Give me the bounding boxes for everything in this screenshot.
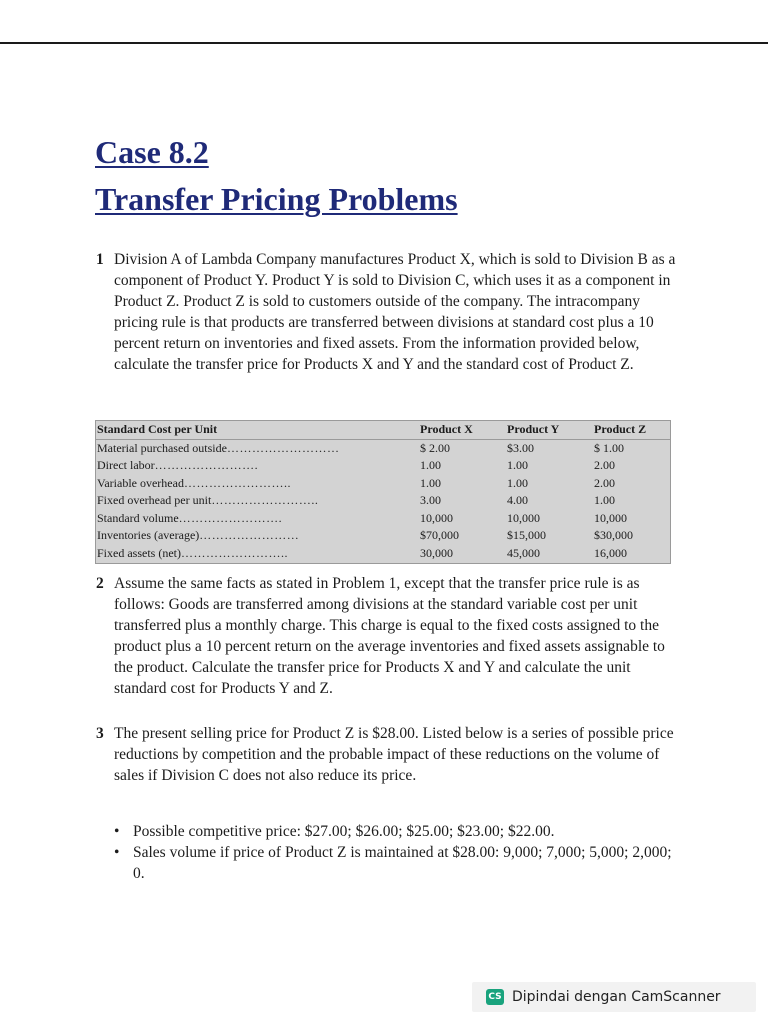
problem-3	[96, 723, 686, 786]
row-label: Variable overhead	[97, 475, 184, 490]
case-number-heading: Case 8.2	[95, 134, 209, 170]
list-item	[112, 821, 672, 842]
bullet-text: Sales volume if price of Product Z is maintained at $28.00: 9,000; 7,000; 5,000; 2,000; 0.	[133, 844, 672, 882]
product-z-value: 2.00	[594, 458, 615, 472]
row-label: Fixed overhead per unit	[97, 493, 212, 507]
product-x-value: $ 2.00	[420, 440, 450, 455]
product-y-value: $3.00	[507, 440, 534, 455]
dot-leader: ……………………..	[183, 475, 291, 490]
problem-number: 1	[96, 251, 104, 268]
dot-leader: ……………………	[199, 528, 300, 542]
product-y-value: 1.00	[507, 458, 528, 472]
case-title-heading: Transfer Pricing Problems	[95, 181, 458, 217]
row-label: Fixed assets (net)	[97, 545, 181, 560]
dot-leader: ………………………	[226, 440, 340, 455]
product-x-value: 1.00	[420, 458, 441, 472]
bullet-icon: •	[114, 844, 120, 861]
product-y-value: 10,000	[507, 510, 540, 525]
product-y-value: 1.00	[507, 475, 528, 490]
problem-text: The present selling price for Product Z is $28.00. Listed below is a series of possible price reductions by competition and the probable impact of these reductions on the volume of sales if Division C does not also reduce its price.	[114, 725, 674, 784]
product-z-value: 10,000	[594, 510, 627, 525]
product-z-value: $30,000	[594, 528, 633, 542]
product-y-value: 45,000	[507, 545, 540, 560]
table-row	[96, 439, 670, 457]
camscanner-logo-icon: CS	[486, 989, 504, 1005]
product-y-value: $15,000	[507, 528, 546, 542]
problem-2	[96, 573, 686, 699]
row-label: Direct labor	[97, 458, 155, 472]
top-rule	[0, 42, 768, 44]
product-x-value: 10,000	[420, 510, 453, 525]
product-x-value: 30,000	[420, 545, 453, 560]
problem-number: 2	[96, 575, 104, 592]
table-header-row	[96, 421, 670, 439]
row-label: Inventories (average)	[97, 528, 200, 542]
list-item	[112, 842, 672, 884]
product-y-value: 4.00	[507, 493, 528, 507]
watermark-label: Dipindai dengan CamScanner	[512, 989, 721, 1005]
column-header: Product Z	[594, 422, 647, 436]
table-row	[96, 545, 670, 563]
row-label: Standard volume	[97, 510, 179, 525]
table-row	[96, 457, 670, 475]
standard-cost-table	[95, 420, 671, 564]
dot-leader: …………………….	[154, 458, 259, 472]
product-z-value: 1.00	[594, 493, 615, 507]
product-x-value: $70,000	[420, 528, 459, 542]
problem-1	[96, 249, 686, 375]
problem-text: Assume the same facts as stated in Problem 1, except that the transfer price rule is as follows: Goods are transferred among divisions at the standard variable cost per unit transferred plus a monthly charge. This charge is equal to the fixed costs assigned to the product plus a 10 percent return on the average inventories and fixed assets assignable to the product. Calculate the transfer price for Products X and Y and calculate the unit standard cost for Products Y and Z.	[114, 575, 665, 697]
column-header: Product Y	[507, 422, 560, 436]
table-row	[96, 492, 670, 510]
price-reduction-list	[112, 821, 672, 884]
table-row	[96, 510, 670, 528]
dot-leader: ……………………..	[180, 545, 288, 560]
camscanner-watermark	[472, 982, 756, 1012]
problem-text: Division A of Lambda Company manufactures Product X, which is sold to Division B as a component of Product Y. Product Y is sold to Division C, which uses it as a component in Product Z. Product Z is sold to customers outside of the company. The intracompany pricing rule is that products are transferred between divisions at standard cost plus a 10 percent return on inventories and fixed assets. From the information provided below, calculate the transfer price for Products X and Y and the standard cost of Product Z.	[114, 251, 676, 373]
column-header: Standard Cost per Unit	[97, 422, 218, 436]
bullet-icon: •	[114, 823, 120, 840]
product-z-value: $ 1.00	[594, 440, 624, 455]
product-x-value: 3.00	[420, 493, 441, 507]
bullet-text: Possible competitive price: $27.00; $26.00; $25.00; $23.00; $22.00.	[133, 823, 555, 840]
dot-leader: ……………………..	[211, 493, 319, 507]
table-row	[96, 475, 670, 493]
table-row	[96, 527, 670, 545]
row-label: Material purchased outside	[97, 440, 227, 455]
product-z-value: 16,000	[594, 545, 627, 560]
product-z-value: 2.00	[594, 475, 615, 490]
product-x-value: 1.00	[420, 475, 441, 490]
column-header: Product X	[420, 422, 473, 436]
dot-leader: …………………….	[178, 510, 283, 525]
problem-number: 3	[96, 725, 104, 742]
